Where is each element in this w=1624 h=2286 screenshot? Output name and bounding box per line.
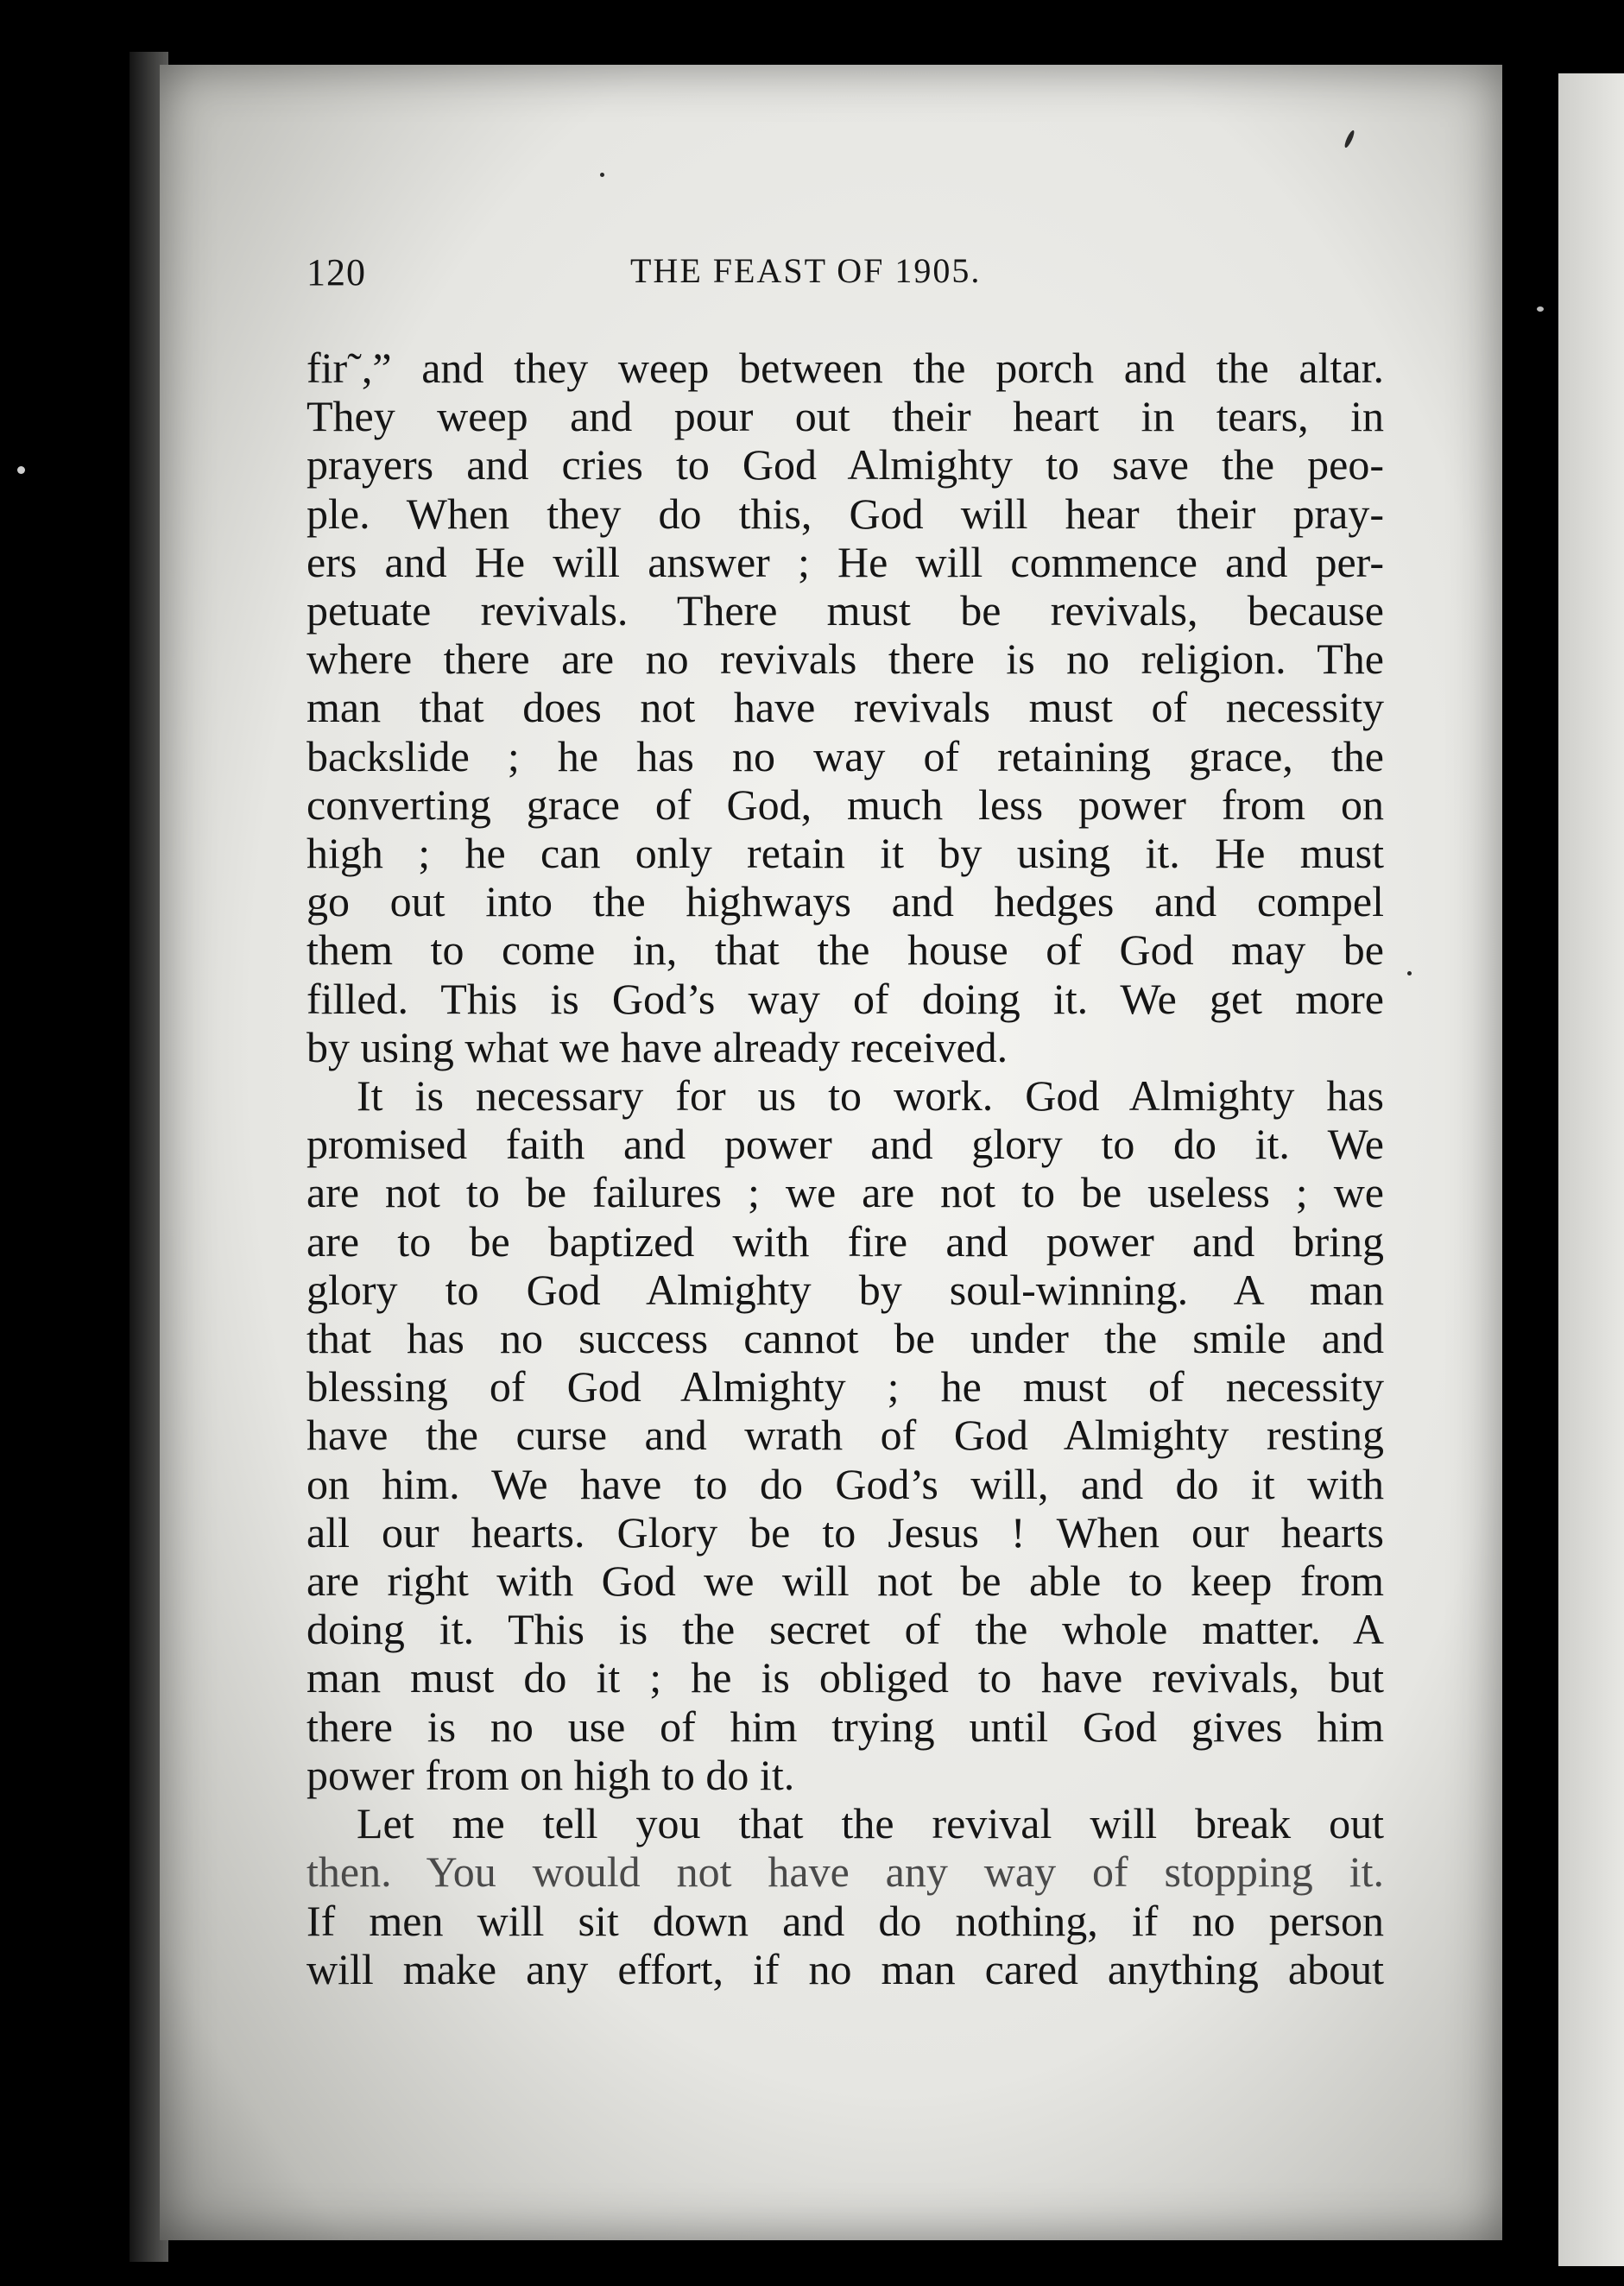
text-line: by using what we have already received. [306,1022,1008,1071]
paragraph-1 [306,344,1384,1071]
text-line: that has no success cannot be under the smile and [306,1314,1384,1363]
running-title: THE FEAST OF 1905. [630,251,982,290]
text-line: are to be baptized with fire and power and bring [306,1216,1384,1266]
text-line: If men will sit down and do nothing, if no person [306,1896,1384,1945]
text-line: fir˜,” and they weep between the porch and the altar. [306,344,1384,392]
text-line: backslide ; he has no way of retaining grace, the [306,731,1384,780]
scan-speck [17,466,25,474]
text-line: on him. We have to do God’s will, and do it with [306,1459,1384,1508]
text-line: ers and He will answer ; He will commence and per- [306,537,1384,586]
body-text [306,344,1384,1993]
text-line: go out into the highways and hedges and compel [306,877,1384,926]
text-line: are right with God we will not be able to keep from [306,1557,1384,1606]
text-line: converting grace of God, much less power from on [306,780,1384,829]
page-number: 120 [306,251,366,294]
text-line: promised faith and power and glory to do it. We [306,1120,1384,1169]
page-header [306,250,1515,302]
text-line: glory to God Almighty by soul-winning. A man [306,1265,1384,1314]
text-line: there is no use of him trying until God gives him [306,1702,1384,1751]
text-line: filled. This is God’s way of doing it. We get more [306,974,1384,1023]
scan-speck [1537,306,1544,312]
text-line: ple. When they do this, God will hear their pray- [306,489,1384,538]
text-line: them to come in, that the house of God may be [306,925,1384,975]
scan-speck [600,173,604,177]
text-line: all our hearts. Glory be to Jesus ! When our hearts [306,1507,1384,1557]
text-line: prayers and cries to God Almighty to save the peo- [306,440,1384,489]
text-line: power from on high to do it. [306,1750,795,1799]
text-line: man must do it ; he is obliged to have revivals, but [306,1653,1384,1702]
paragraph-2 [306,1071,1384,1799]
text-line: Let me tell you that the revival will break out [357,1799,1384,1848]
text-line: They weep and pour out their heart in tears, in [306,392,1384,441]
adjacent-page-edge [1558,73,1624,2266]
paragraph-3 [306,1799,1384,1993]
scan-speck [1407,971,1412,976]
text-line: man that does not have revivals must of necessity [306,683,1384,732]
text-line: blessing of God Almighty ; he must of necessity [306,1362,1384,1411]
text-line: have the curse and wrath of God Almighty resting [306,1411,1384,1460]
text-line: where there are no revivals there is no religion. The [306,635,1384,684]
text-line: will make any effort, if no man cared anything about [306,1944,1384,1993]
text-line: doing it. This is the secret of the whole matter. A [306,1605,1384,1654]
text-line: It is necessary for us to work. God Almighty has [357,1071,1384,1121]
text-line: petuate revivals. There must be revivals, because [306,586,1384,635]
text-line: high ; he can only retain it by using it. He must [306,829,1384,878]
text-line: are not to be failures ; we are not to be useless ; we [306,1168,1384,1217]
text-line: then. You would not have any way of stopping it. [306,1847,1384,1897]
